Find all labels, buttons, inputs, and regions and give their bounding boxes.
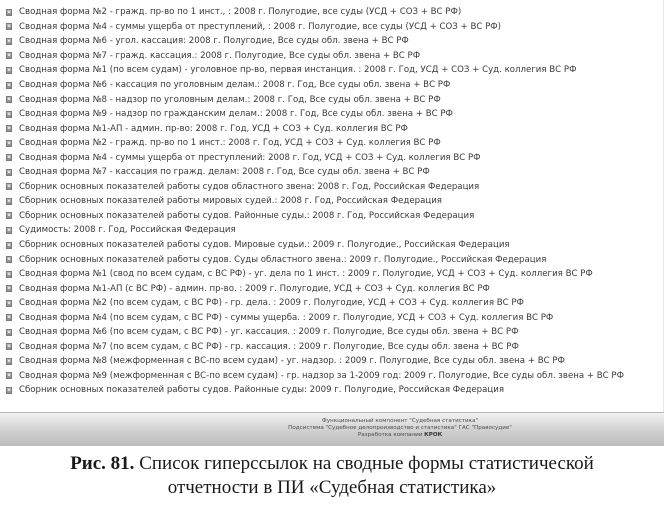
caption-line-2: отчетности в ПИ «Судебная статистика» [167,477,497,498]
report-link[interactable]: Сборник основных показателей работы судов. Районные суды: 2009 г. Полугодие, Российская Федерация [19,385,504,396]
document-bullet-icon [6,329,12,336]
document-bullet-icon [6,82,12,89]
report-link[interactable]: Сборник основных показателей работы судов областного звена: 2008 г. Год, Российская Федерация [19,181,480,192]
list-item[interactable] [6,78,660,93]
caption-text-1: Список гиперссылок на сводные формы статистической [134,453,594,474]
list-item[interactable] [6,296,660,311]
figure-caption [0,452,664,500]
document-bullet-icon [6,343,12,350]
report-link[interactable]: Сводная форма №1-АП (с ВС РФ) - админ. пр-во. : 2009 г. Полугодие, УСД + СОЗ + Суд. коллегия ВС РФ [19,283,490,294]
document-bullet-icon [6,125,12,132]
document-bullet-icon [6,256,12,263]
report-link[interactable]: Сводная форма №6 - угол. кассация: 2008 г. Полугодие, Все суды обл. звена + ВС РФ [19,36,409,47]
report-link[interactable]: Сводная форма №2 (по всем судам, с ВС РФ) - гр. дела. : 2009 г. Полугодие, УСД + СОЗ + Суд. коллегия ВС РФ [19,298,524,309]
report-link[interactable]: Сборник основных показателей работы судов. Районные суды.: 2008 г. Год, Российская Федерация [19,210,475,221]
document-bullet-icon [6,140,12,147]
report-link[interactable]: Сводная форма №2 - гражд. пр-во по 1 инст., : 2008 г. Полугодие, все суды (УСД + СОЗ + ВС РФ) [19,7,462,18]
report-link[interactable]: Сводная форма №9 - надзор по гражданским делам.: 2008 г. Год, Все суды обл. звена + ВС РФ [19,109,453,120]
document-bullet-icon [6,52,12,59]
document-bullet-icon [6,198,12,205]
report-link[interactable]: Сборник основных показателей работы судов. Мировые судьи.: 2009 г. Полугодие., Российская Федерация [19,240,510,251]
list-item[interactable] [6,340,660,355]
list-item[interactable] [6,180,660,195]
document-bullet-icon [6,314,12,321]
document-bullet-icon [6,38,12,45]
document-bullet-icon [6,372,12,379]
document-bullet-icon [6,154,12,161]
report-link[interactable]: Сводная форма №8 (межформенная с ВС-по всем судам) - уг. надзор. : 2009 г. Полугодие, Все суды обл. звена + ВС РФ [19,356,565,367]
list-item[interactable] [6,354,660,369]
report-link[interactable]: Сводная форма №1 (по всем судам) - уголовное пр-во, первая инстанция. : 2008 г. Год, УСД + СОЗ + Суд. коллегия ВС РФ [19,65,577,76]
figure-label: Рис. 81. [70,453,135,474]
document-bullet-icon [6,183,12,190]
report-link[interactable]: Сводная форма №4 - суммы ущерба от преступлений: 2008 г. Год, УСД + СОЗ + Суд. коллегия ВС РФ [19,152,481,163]
footer-developer [270,432,530,439]
list-item[interactable] [6,107,660,122]
list-item[interactable] [6,194,660,209]
footer-component-name: Функциональный компонент "Судебная статистика" [321,418,479,424]
document-bullet-icon [6,23,12,30]
document-bullet-icon [6,212,12,219]
document-bullet-icon [6,111,12,118]
document-bullet-icon [6,67,12,74]
document-bullet-icon [6,9,12,16]
document-bullet-icon [6,242,12,249]
hyperlink-list [6,5,660,398]
document-bullet-icon [6,285,12,292]
list-item[interactable] [6,63,660,78]
list-item[interactable] [6,92,660,107]
list-item[interactable] [6,136,660,151]
report-link[interactable]: Сводная форма №6 (по всем судам, с ВС РФ) - уг. кассация. : 2009 г. Полугодие, Все суды обл. звена + ВС РФ [19,327,519,338]
list-item[interactable] [6,325,660,340]
report-link[interactable]: Сводная форма №9 (межформенная с ВС-по всем судам) - гр. надзор за 1-2009 год: 2009 г. Полугодие, Все суды обл. звена + ВС РФ [19,370,624,381]
list-item[interactable] [6,383,660,398]
report-link[interactable]: Сводная форма №6 - кассация по уголовным делам.: 2008 г. Год, Все суды обл. звена + ВС РФ [19,80,451,90]
document-bullet-icon [6,300,12,307]
list-item[interactable] [6,34,660,49]
footer-bar [0,412,664,446]
list-item[interactable] [6,369,660,384]
document-bullet-icon [6,169,12,176]
document-bullet-icon [6,358,12,365]
report-link[interactable]: Сборник основных показателей работы судов. Суды областного звена.: 2009 г. Полугодие., Российская Федерация [19,254,547,265]
report-link[interactable]: Сводная форма №7 (по всем судам, с ВС РФ) - гр. кассация. : 2009 г. Полугодие, Все суды обл. звена + ВС РФ [19,341,519,352]
list-item[interactable] [6,238,660,253]
list-item[interactable] [6,223,660,238]
list-item[interactable] [6,150,660,165]
list-item[interactable] [6,49,660,64]
list-item[interactable] [6,121,660,136]
footer-developer-prefix: Разработка компании [357,432,425,438]
document-bullet-icon [6,271,12,278]
report-link[interactable]: Сводная форма №4 - суммы ущерба от преступлений, : 2008 г. Полугодие, все суды (УСД + СОЗ + ВС РФ) [19,21,502,32]
report-link[interactable]: Сборник основных показателей работы мировых судей.: 2008 г. Год, Российская Федерация [19,196,442,207]
caption-line-1 [0,452,664,476]
report-link[interactable]: Сводная форма №7 - кассация по гражд. делам: 2008 г. Год, Все суды обл. звена + ВС РФ [19,167,430,178]
footer-developer-brand: КРОК [424,432,443,438]
document-bullet-icon [6,227,12,234]
list-item[interactable] [6,209,660,224]
report-link[interactable]: Сводная форма №2 - гражд. пр-во по 1 инст.: 2008 г. Год, УСД + СОЗ + Суд. коллегия ВС РФ [19,138,441,149]
list-item[interactable] [6,20,660,35]
report-link[interactable]: Сводная форма №4 (по всем судам, с ВС РФ) - суммы ущерба. : 2009 г. Полугодие, УСД + СОЗ + Суд. коллегия ВС РФ [19,312,554,323]
report-link[interactable]: Сводная форма №7 - гражд. кассация.: 2008 г. Полугодие, Все суды обл. звена + ВС РФ [19,50,421,61]
list-item[interactable] [6,281,660,296]
report-link[interactable]: Сводная форма №1-АП - админ. пр-во: 2008 г. Год, УСД + СОЗ + Суд. коллегия ВС РФ [19,123,408,134]
list-item[interactable] [6,165,660,180]
report-link[interactable]: Судимость: 2008 г. Год, Российская Федерация [19,225,236,236]
report-link[interactable]: Сводная форма №1 (свод по всем судам, с ВС РФ) - уг. дела по 1 инст. : 2009 г. Полугодие, УСД + СОЗ + Суд. коллегия ВС РФ [19,269,593,280]
list-item[interactable] [6,310,660,325]
list-item[interactable] [6,5,660,20]
report-link[interactable]: Сводная форма №8 - надзор по уголовным делам.: 2008 г. Год, Все суды обл. звена + ВС РФ [19,94,441,105]
document-bullet-icon [6,96,12,103]
document-bullet-icon [6,387,12,394]
footer-credits [270,418,530,439]
list-item[interactable] [6,267,660,282]
list-item[interactable] [6,252,660,267]
footer-subsystem-name: Подсистема "Судебное делопроизводство и статистика" ГАС "Правосудие" [288,425,512,431]
